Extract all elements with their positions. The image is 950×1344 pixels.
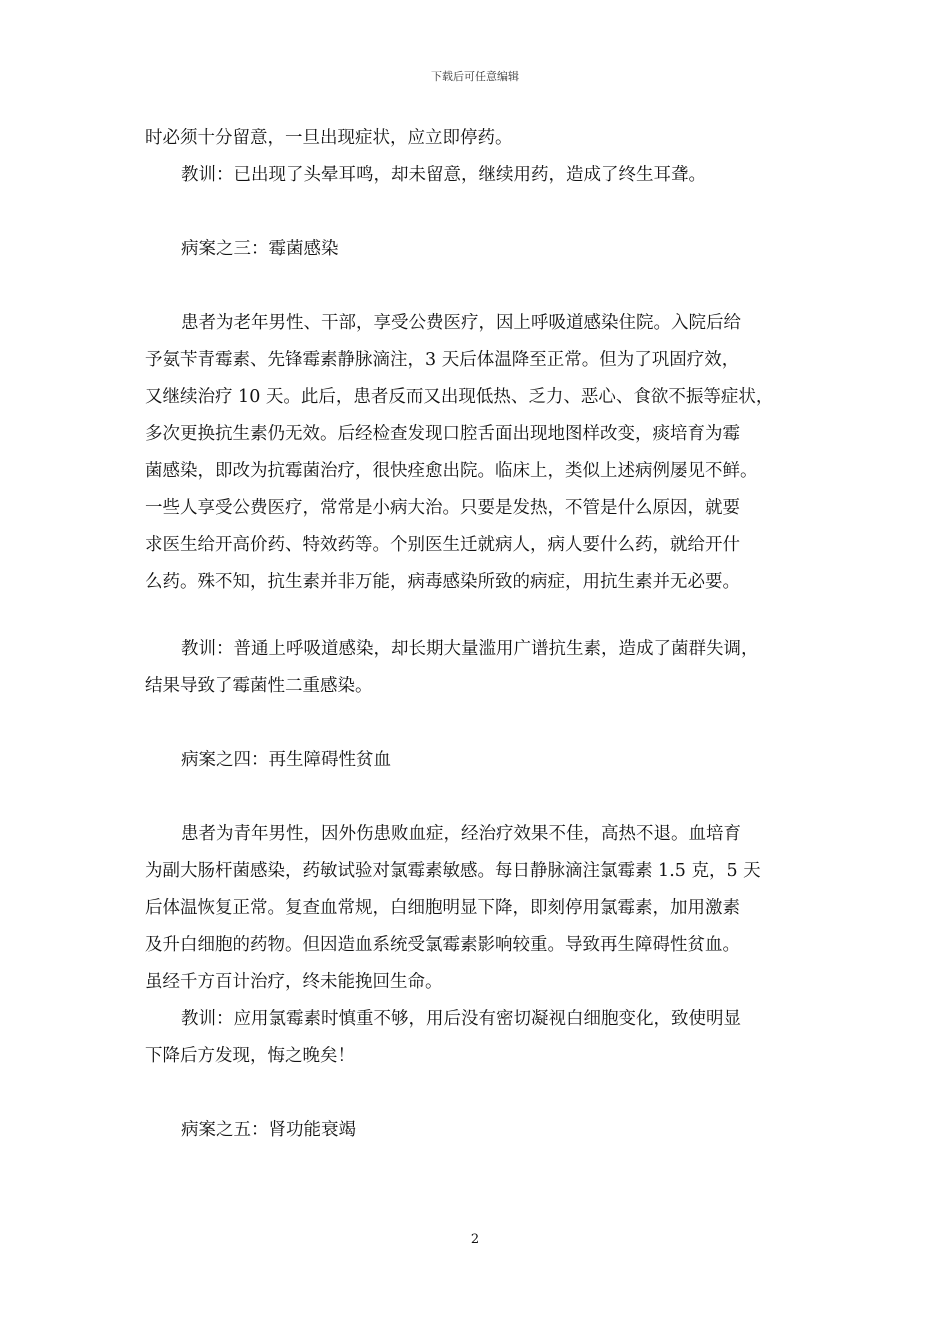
- document-body: [145, 120, 815, 1149]
- case-heading: 病案之三：霉菌感染: [181, 239, 339, 259]
- paragraph-line: 及升白细胞的药物。但因造血系统受氯霉素影响较重。导致再生障碍性贫血。: [145, 935, 740, 955]
- lesson-line: 结果导致了霉菌性二重感染。: [145, 676, 373, 696]
- lesson-line: 教训：普通上呼吸道感染，却长期大量滥用广谱抗生素，造成了菌群失调，: [181, 639, 759, 659]
- lesson-line: 下降后方发现，悔之晚矣！: [145, 1046, 355, 1066]
- paragraph-line: 一些人享受公费医疗，常常是小病大治。只要是发热，不管是什么原因，就要: [145, 498, 740, 518]
- paragraph-line: 菌感染，即改为抗霉菌治疗，很快痊愈出院。临床上，类似上述病例屡见不鲜。: [145, 461, 758, 481]
- paragraph-line: 予氨苄青霉素、先锋霉素静脉滴注，3 天后体温降至正常。但为了巩固疗效，: [145, 350, 740, 370]
- paragraph-line: 又继续治疗 10 天。此后，患者反而又出现低热、乏力、恶心、食欲不振等症状，: [145, 387, 774, 407]
- paragraph-line: 多次更换抗生素仍无效。后经检查发现口腔舌面出现地图样改变，痰培育为霉: [145, 424, 740, 444]
- paragraph-line: 为副大肠杆菌感染，药敏试验对氯霉素敏感。每日静脉滴注氯霉素 1.5 克，5 天: [145, 861, 761, 881]
- page-number: 2: [470, 1232, 480, 1247]
- paragraph-line: 么药。殊不知，抗生素并非万能，病毒感染所致的病症，用抗生素并无必要。: [145, 572, 740, 592]
- case-heading: 病案之五：肾功能衰竭: [181, 1120, 356, 1140]
- paragraph-line: 患者为青年男性，因外伤患败血症，经治疗效果不佳，高热不退。血培育: [181, 824, 741, 844]
- case-heading: 病案之四：再生障碍性贫血: [181, 750, 391, 770]
- lesson-line: 教训：应用氯霉素时慎重不够，用后没有密切凝视白细胞变化，致使明显: [181, 1009, 741, 1029]
- paragraph-line: 虽经千方百计治疗，终未能挽回生命。: [145, 972, 443, 992]
- lesson-line: 教训：已出现了头晕耳鸣，却未留意，继续用药，造成了终生耳聋。: [181, 165, 706, 185]
- paragraph-line: 时必须十分留意，一旦出现症状，应立即停药。: [145, 128, 513, 148]
- paragraph-line: 后体温恢复正常。复查血常规，白细胞明显下降，即刻停用氯霉素，加用激素: [145, 898, 740, 918]
- paragraph-line: 求医生给开高价药、特效药等。个别医生迁就病人，病人要什么药，就给开什: [145, 535, 740, 555]
- paragraph-line: 患者为老年男性、干部，享受公费医疗，因上呼吸道感染住院。入院后给: [181, 313, 741, 333]
- page-header: 下载后可任意编辑: [431, 70, 519, 83]
